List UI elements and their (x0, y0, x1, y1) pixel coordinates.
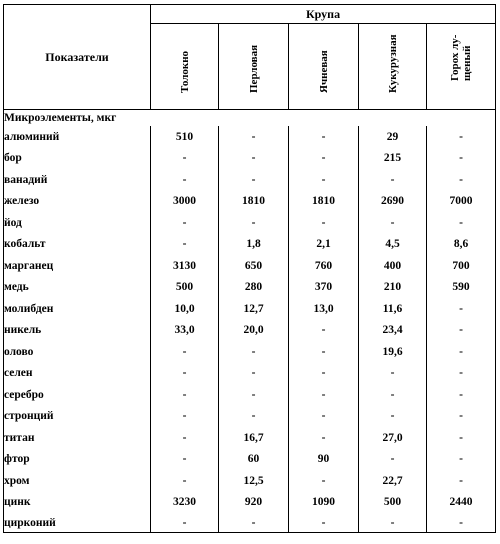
table-cell: 12,5 (219, 470, 289, 492)
column-header (359, 24, 427, 110)
table-cell: - (289, 427, 359, 449)
table-cell: - (427, 320, 496, 342)
table-cell: - (289, 320, 359, 342)
table-cell: 700 (427, 255, 496, 277)
table-cell: 10,0 (174, 302, 195, 315)
table-cell: - (219, 384, 289, 406)
row-label: селен (4, 363, 151, 385)
table-cell: - (182, 367, 187, 380)
table-cell: - (289, 384, 359, 406)
table-cell: - (289, 169, 359, 191)
table-cell: - (359, 363, 427, 385)
table-cell: - (427, 363, 496, 385)
table-cell: - (219, 513, 289, 533)
table-row (4, 126, 496, 148)
row-label: олово (4, 341, 151, 363)
table-cell: 22,7 (359, 470, 427, 492)
table-row (4, 427, 496, 449)
table-cell: - (182, 516, 187, 529)
table-row (4, 255, 496, 277)
column-label: Кукурузная (386, 34, 399, 93)
table-cell: 370 (289, 277, 359, 299)
row-label: бор (4, 148, 151, 170)
table-cell: - (427, 341, 496, 363)
row-label: цинк (4, 492, 151, 514)
table-cell: 3230 (173, 496, 196, 509)
table-cell: - (182, 410, 187, 423)
table-cell: - (359, 384, 427, 406)
table-row (4, 341, 496, 363)
row-label: медь (4, 277, 151, 299)
table-cell: - (427, 384, 496, 406)
table-cell: 2440 (427, 492, 496, 514)
table-cell: - (427, 470, 496, 492)
table-row (4, 298, 496, 320)
table-cell: - (427, 513, 496, 533)
table-cell: 650 (219, 255, 289, 277)
table-cell: 20,0 (219, 320, 289, 342)
table-cell: - (359, 212, 427, 234)
table-cell: 3130 (173, 259, 196, 272)
table-row (4, 148, 496, 170)
table-cell: - (427, 126, 496, 148)
table-cell: 13,0 (289, 298, 359, 320)
table-cell: - (182, 173, 187, 186)
table-cell: 1810 (289, 191, 359, 213)
table-cell: - (427, 427, 496, 449)
table-cell: 1090 (289, 492, 359, 514)
row-label: титан (4, 427, 151, 449)
table-cell: - (182, 238, 187, 251)
table-cell: 12,7 (219, 298, 289, 320)
nutrient-table (3, 4, 496, 533)
row-label: никель (4, 320, 151, 342)
table-cell: 2690 (359, 191, 427, 213)
table-cell: 11,6 (359, 298, 427, 320)
table-cell: - (427, 212, 496, 234)
table-row (4, 320, 496, 342)
table-cell: 7000 (427, 191, 496, 213)
table-cell: 280 (219, 277, 289, 299)
table-cell: - (182, 431, 187, 444)
table-row (4, 449, 496, 471)
table-row (4, 191, 496, 213)
table-cell: 19,6 (359, 341, 427, 363)
table-row (4, 234, 496, 256)
table-cell: - (182, 345, 187, 358)
table-cell: 590 (427, 277, 496, 299)
table-cell: - (359, 449, 427, 471)
table-cell: - (182, 216, 187, 229)
table-cell: 400 (359, 255, 427, 277)
row-label: ванадий (4, 169, 151, 191)
table-cell: 8,6 (427, 234, 496, 256)
table-cell: 1810 (219, 191, 289, 213)
table-cell: 90 (289, 449, 359, 471)
table-cell: - (359, 406, 427, 428)
table-cell: - (182, 474, 187, 487)
table-cell: 500 (359, 492, 427, 514)
table-cell: - (289, 212, 359, 234)
table-cell: - (182, 453, 187, 466)
table-row (4, 406, 496, 428)
column-header (427, 24, 496, 110)
table-cell: 23,4 (359, 320, 427, 342)
params-header: Показатели (4, 5, 151, 110)
table-row (4, 513, 496, 533)
table-cell: 3000 (173, 195, 196, 208)
table-cell: - (289, 148, 359, 170)
table-cell: - (289, 363, 359, 385)
row-label: кобальт (4, 234, 151, 256)
table-cell: - (219, 148, 289, 170)
table-cell: - (219, 363, 289, 385)
table-row (4, 492, 496, 514)
table-cell: 760 (289, 255, 359, 277)
row-label: цирконий (4, 513, 151, 533)
table-cell: 16,7 (219, 427, 289, 449)
table-cell: - (219, 212, 289, 234)
row-label: хром (4, 470, 151, 492)
group-header: Крупа (151, 5, 496, 24)
table-cell: - (219, 341, 289, 363)
column-header (219, 24, 289, 110)
table-row (4, 169, 496, 191)
table-cell: - (359, 513, 427, 533)
column-label: Толокно (178, 50, 191, 93)
table-cell: - (359, 169, 427, 191)
table-row (4, 277, 496, 299)
section-label: Микроэлементы, мкг (4, 112, 117, 124)
column-label: Перловая (247, 44, 260, 93)
row-label: железо (4, 191, 151, 213)
row-label: алюминий (4, 126, 151, 148)
table-cell: - (219, 126, 289, 148)
table-cell: - (289, 513, 359, 533)
table-row (4, 384, 496, 406)
table-cell: - (182, 152, 187, 165)
table-row (4, 470, 496, 492)
column-header (151, 24, 219, 110)
table-cell: 60 (219, 449, 289, 471)
table-cell: 29 (359, 126, 427, 148)
table-cell: 2,1 (289, 234, 359, 256)
table-row (4, 212, 496, 234)
row-label: марганец (4, 255, 151, 277)
table-cell: 210 (359, 277, 427, 299)
table-cell: 510 (175, 130, 194, 143)
row-label: йод (4, 212, 151, 234)
table-cell: - (427, 298, 496, 320)
table-cell: 1,8 (219, 234, 289, 256)
table-cell: - (289, 126, 359, 148)
table-cell: - (182, 388, 187, 401)
row-label: серебро (4, 384, 151, 406)
table-cell: - (289, 341, 359, 363)
table-cell: - (427, 449, 496, 471)
column-label: Ячневая (317, 50, 330, 93)
table-cell: 215 (359, 148, 427, 170)
table-cell: - (289, 470, 359, 492)
row-label: фтор (4, 449, 151, 471)
table-cell: - (427, 148, 496, 170)
table-cell: - (427, 406, 496, 428)
table-cell: 4,5 (359, 234, 427, 256)
table-cell: 500 (175, 281, 194, 294)
column-label: Горох лу-щеный (449, 34, 474, 81)
table-cell: - (219, 169, 289, 191)
table-cell: - (289, 406, 359, 428)
row-label: стронций (4, 406, 151, 428)
row-label: молибден (4, 298, 151, 320)
table-row (4, 363, 496, 385)
table-cell: - (427, 169, 496, 191)
table-cell: 920 (219, 492, 289, 514)
table-cell: 33,0 (174, 324, 195, 337)
table-cell: 27,0 (359, 427, 427, 449)
table-cell: - (219, 406, 289, 428)
column-header (289, 24, 359, 110)
